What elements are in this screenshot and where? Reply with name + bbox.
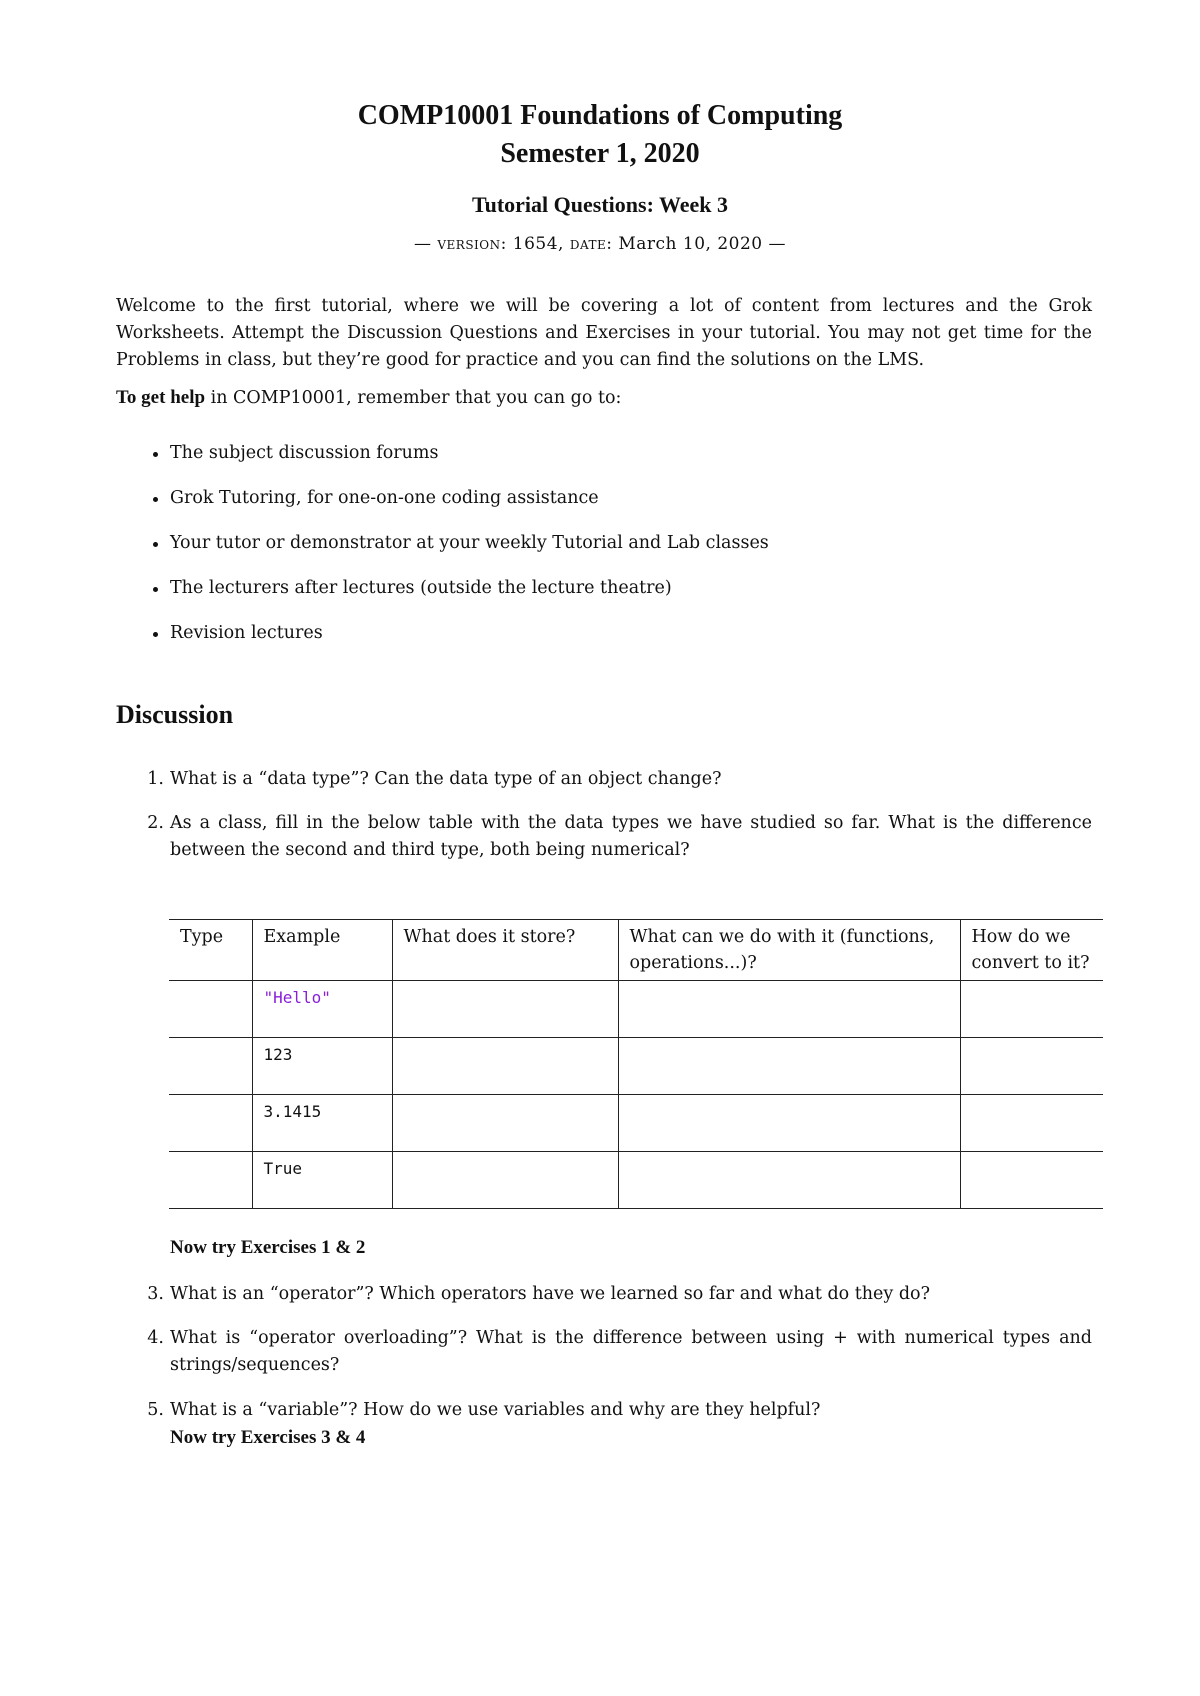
table-row	[169, 1095, 1103, 1152]
convert-cell	[960, 1038, 1103, 1095]
now-try-exercises-1-2: Now try Exercises 1 & 2	[170, 1237, 366, 1258]
version-label: version	[437, 234, 501, 254]
example-value: 123	[263, 1045, 293, 1064]
question-number: 2.	[147, 813, 164, 833]
table-row	[169, 981, 1103, 1038]
question-text-block	[170, 1397, 1092, 1452]
example-cell	[252, 1038, 392, 1095]
help-paragraph	[116, 384, 1092, 412]
column-header-example: Example	[252, 920, 392, 981]
question-number: 1.	[147, 769, 164, 789]
question-number: 5.	[147, 1400, 164, 1420]
discussion-heading: Discussion	[116, 700, 234, 729]
question-text: What is “operator overloading”? What is the difference between using + with numerical types and strings/sequences?	[170, 1328, 1092, 1375]
bullet-icon	[153, 587, 158, 592]
question-text: What is a “variable”? How do we use variables and why are they helpful?	[170, 1400, 821, 1420]
list-item	[150, 440, 769, 485]
column-header-type: Type	[169, 920, 252, 981]
example-cell	[252, 1095, 392, 1152]
convert-cell	[960, 1152, 1103, 1209]
semester-title: Semester 1, 2020	[500, 138, 700, 169]
convert-cell	[960, 1095, 1103, 1152]
question-text: As a class, fill in the below table with the data types we have studied so far. What is the difference between the second and third type, both being numerical?	[170, 813, 1092, 860]
version-line	[0, 234, 1200, 254]
operations-cell	[618, 981, 960, 1038]
stores-cell	[392, 1152, 618, 1209]
stores-cell	[392, 981, 618, 1038]
bullet-icon	[153, 542, 158, 547]
type-cell	[169, 1152, 252, 1209]
example-value: 3.1415	[263, 1102, 322, 1121]
version-value: : 1654,	[500, 234, 570, 254]
type-cell	[169, 1095, 252, 1152]
convert-cell	[960, 981, 1103, 1038]
list-item-text: Revision lectures	[170, 623, 323, 643]
intro-paragraph: Welcome to the first tutorial, where we will be covering a lot of content from lectures and the Grok Worksheets. Attempt the Discussion Questions and Exercises in your tutorial. You may not get time for the Problems in class, but they’re good for practice and you can find the solutions on the LMS.	[116, 296, 1092, 370]
version-dash-left: —	[413, 234, 438, 254]
bullet-icon	[153, 452, 158, 457]
list-item	[150, 530, 769, 575]
date-label: date	[569, 234, 607, 254]
column-header-stores: What does it store?	[392, 920, 618, 981]
list-item-text: Grok Tutoring, for one-on-one coding assistance	[170, 488, 599, 508]
bullet-icon	[153, 632, 158, 637]
now-try-exercises-3-4: Now try Exercises 3 & 4	[170, 1427, 366, 1448]
list-item	[150, 620, 769, 665]
list-item-text: Your tutor or demonstrator at your weekly Tutorial and Lab classes	[170, 533, 769, 553]
table-row	[169, 1038, 1103, 1095]
question-text: What is a “data type”? Can the data type of an object change?	[170, 769, 722, 789]
list-item-text: The lecturers after lectures (outside the lecture theatre)	[170, 578, 672, 598]
data-types-table	[169, 919, 1103, 1209]
question-text: What is an “operator”? Which operators have we learned so far and what do they do?	[170, 1284, 930, 1304]
document-title: COMP10001 Foundations of Computing	[357, 100, 843, 131]
stores-cell	[392, 1095, 618, 1152]
list-item	[150, 575, 769, 620]
type-cell	[169, 981, 252, 1038]
operations-cell	[618, 1095, 960, 1152]
operations-cell	[618, 1152, 960, 1209]
column-header-operations: What can we do with it (functions, operations...)?	[618, 920, 960, 981]
example-value: True	[263, 1159, 303, 1178]
date-value: : March 10, 2020	[606, 234, 763, 254]
column-header-convert: How do we convert to it?	[960, 920, 1103, 981]
example-value: "Hello"	[263, 988, 331, 1007]
question-number: 3.	[147, 1284, 164, 1304]
list-item-text: The subject discussion forums	[170, 443, 439, 463]
stores-cell	[392, 1038, 618, 1095]
help-list	[150, 440, 769, 665]
table-row	[169, 1152, 1103, 1209]
table-header-row	[169, 920, 1103, 981]
question-number: 4.	[147, 1328, 164, 1348]
help-bold: To get help	[116, 387, 206, 408]
example-cell	[252, 1152, 392, 1209]
tutorial-title: Tutorial Questions: Week 3	[471, 192, 729, 217]
version-dash-right: —	[762, 234, 787, 254]
help-rest: in COMP10001, remember that you can go to:	[205, 388, 622, 408]
list-item	[150, 485, 769, 530]
operations-cell	[618, 1038, 960, 1095]
example-cell	[252, 981, 392, 1038]
type-cell	[169, 1038, 252, 1095]
bullet-icon	[153, 497, 158, 502]
